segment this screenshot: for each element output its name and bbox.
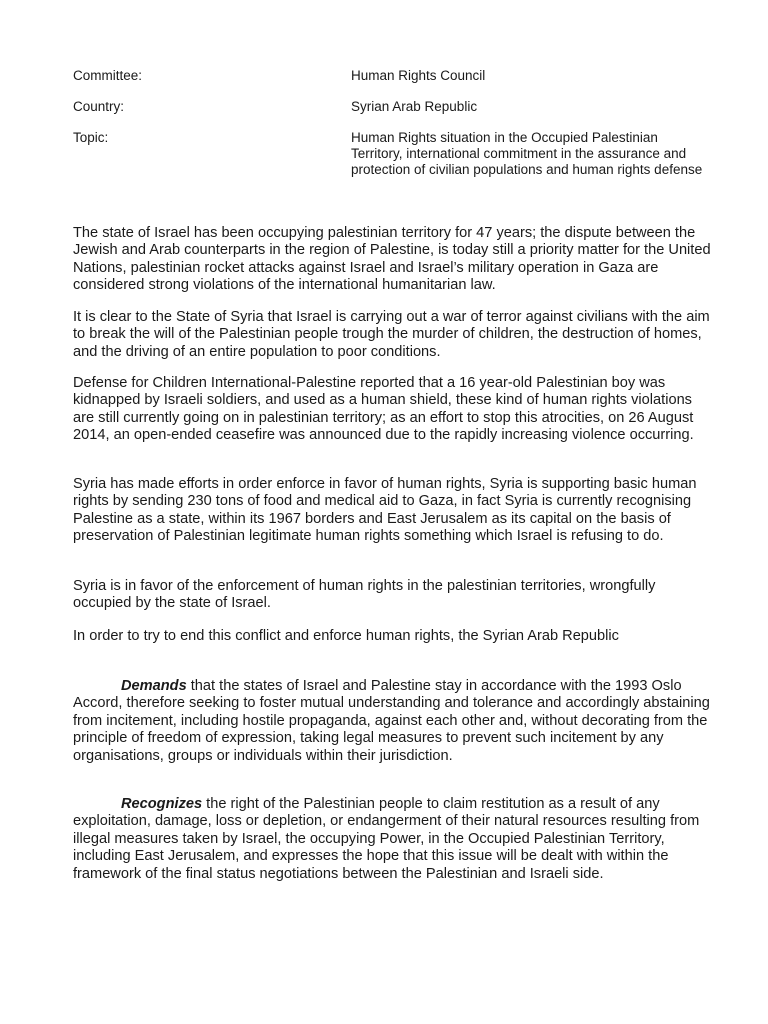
topic-value: Human Rights situation in the Occupied Palestinian Territory, international commitment in the assurance and protection of civilian populations and human rights defense [351,130,703,177]
committee-value: Human Rights Council [351,68,486,83]
committee-label: Committee: [73,68,143,83]
clause-text: the right of the Palestinian people to claim restitution as a result of any exploitation, damage, loss or depletion, or endangerment of their natural resources resulting from illegal measures taken by Israel, the occupying Power, in the Occupied Palestinian Territory, including East Jerusalem, and expresses the hope that this issue will be dealt with within the framework of the final status negotiations between the Palestinian and Israeli side. [73,796,700,882]
paragraph-syria-position: Syria is in favor of the enforcement of human rights in the palestinian territories, wrongfully occupied by the state of Israel. [73,578,656,612]
paragraph-occupation: The state of Israel has been occupying palestinian territory for 47 years; the dispute between the Jewish and Arab counterparts in the region of Palestine, is today still a priority matter for the United Nations, palestinian rocket attacks against Israel and Israel’s military operation in Gaza are considered strong violations of the international humanitarian law. [73,225,711,294]
topic-label: Topic: [73,130,109,145]
paragraph-preamble-intro: In order to try to end this conflict and enforce human rights, the Syrian Arab Republic [73,628,619,644]
country-value: Syrian Arab Republic [351,99,478,114]
paragraph-dci-report: Defense for Children International-Palestine reported that a 16 year-old Palestinian boy was kidnapped by Israeli soldiers, and used as a human shield, these kind of human rights violations are still currently going on in palestinian territory; as an effort to stop this atrocities, on 26 August 2014, an open-ended ceasefire was announced due to the rapidly increasing violence occurring. [73,375,694,444]
clause-text: that the states of Israel and Palestine stay in accordance with the 1993 Oslo Accord, therefore seeking to foster mutual understanding and tolerance and accordingly abstaining from incitement, including hostile propaganda, against each other and, without decorating from the principle of freedom of expression, taking legal measures to prevent such incitement by any organisations, groups or individuals within their jurisdiction. [73,678,710,764]
country-label: Country: [73,99,125,114]
clause-operative-word: Demands [121,678,187,694]
paragraph-syria-efforts: Syria has made efforts in order enforce in favor of human rights, Syria is supporting basic human rights by sending 230 tons of food and medical aid to Gaza, in fact Syria is currently recognising Palestine as a state, within its 1967 borders and East Jerusalem as its capital on the basis of preservation of Palestinian legitimate human rights something which Israel is refusing to do. [73,476,697,545]
paragraph-war-of-terror: It is clear to the State of Syria that Israel is carrying out a war of terror against civilians with the aim to break the will of the Palestinian people trough the murder of children, the destruction of homes, and the driving of an entire population to poor conditions. [73,309,710,360]
clause-recognizes [73,796,713,883]
clause-demands [73,678,713,765]
clause-operative-word: Recognizes [121,796,203,812]
